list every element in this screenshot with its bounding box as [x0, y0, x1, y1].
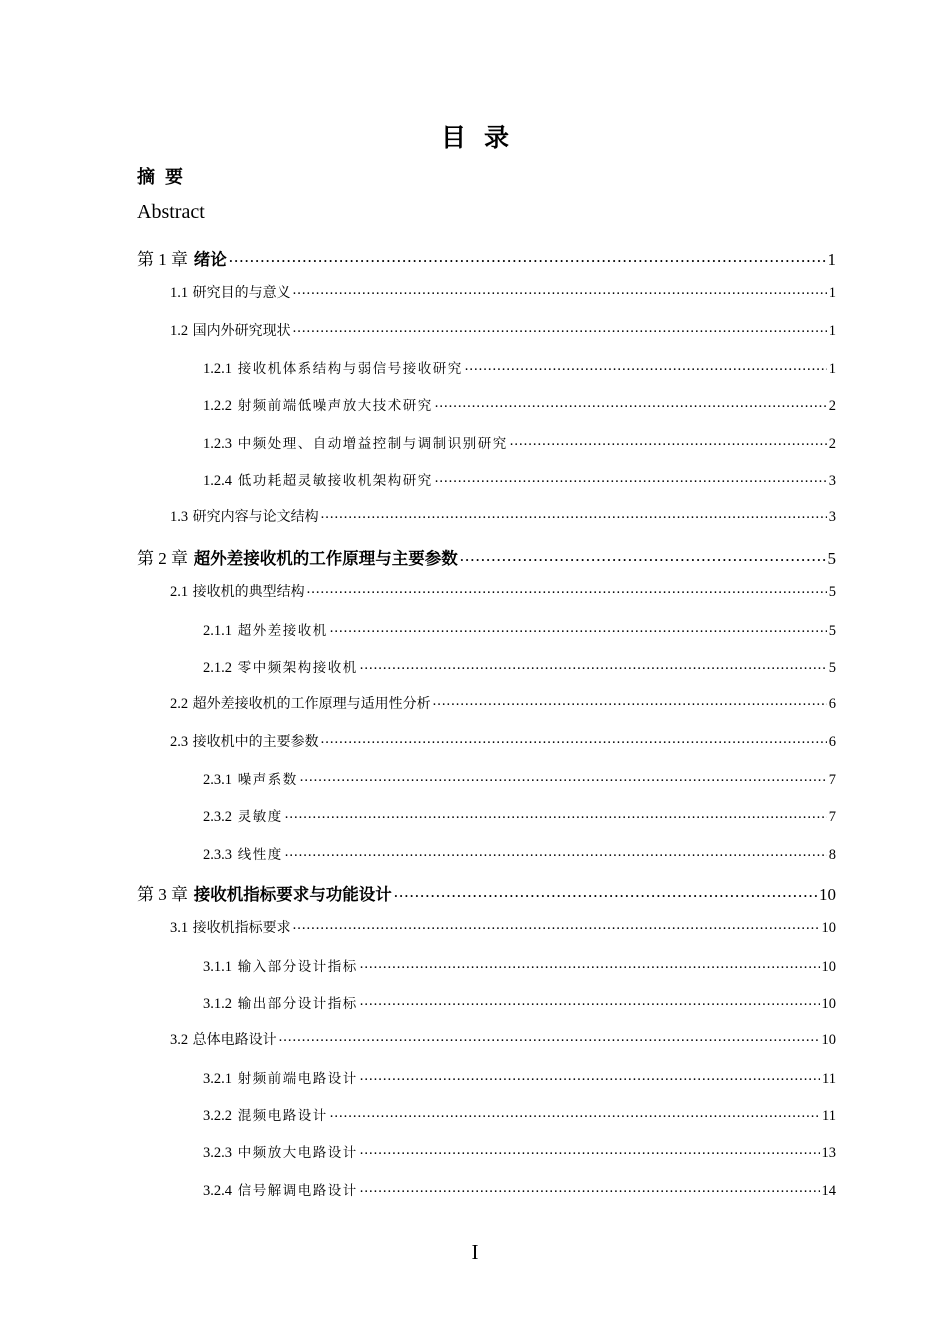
toc-entry[interactable] — [203, 469, 836, 490]
toc-entry-text: 接收机的典型结构 — [192, 584, 305, 601]
toc-entry-number: 2.1.1 — [203, 622, 232, 639]
page-title: 目录 — [440, 123, 527, 152]
toc-entry[interactable] — [203, 805, 836, 826]
toc-entry-label — [203, 805, 283, 826]
toc-entry[interactable] — [170, 917, 836, 937]
toc-entry-label — [203, 432, 508, 453]
toc-entry[interactable] — [203, 1104, 836, 1125]
toc-leader-dots — [307, 582, 827, 597]
toc-entry-label — [170, 731, 319, 751]
toc-entry-page: 1 — [828, 285, 836, 302]
toc-entry-text: 绪论 — [193, 250, 227, 269]
toc-leader-dots — [360, 956, 820, 971]
toc-entry-label — [170, 917, 291, 937]
toc-entry-page: 6 — [828, 696, 836, 713]
toc-entry-number: 3.2.4 — [203, 1182, 232, 1199]
toc-entry[interactable] — [203, 656, 836, 677]
toc-entry-abstract: Abstract — [137, 201, 205, 223]
toc-entry-number: 第 1 章 — [137, 250, 188, 269]
toc-entry[interactable] — [170, 282, 836, 302]
toc-entry-number: 3.2.3 — [203, 1145, 232, 1162]
toc-entry-page: 1 — [828, 322, 836, 339]
toc-entry[interactable] — [203, 619, 836, 640]
toc-entry-page: 3 — [828, 473, 836, 490]
toc-entry-number: 3.1.1 — [203, 958, 232, 975]
toc-entry-text: 接收机体系结构与弱信号接收研究 — [237, 361, 463, 378]
toc-entry-page: 10 — [819, 884, 836, 904]
toc-entry-number: 3.1.2 — [203, 996, 232, 1012]
toc-entry-number: 3.2.1 — [203, 1070, 232, 1087]
toc-entry-number: 2.2 — [170, 696, 189, 713]
toc-entry[interactable] — [203, 1141, 836, 1162]
toc-entry-label — [203, 656, 358, 677]
toc-entry-page: 6 — [828, 733, 836, 750]
toc-leader-dots — [285, 844, 827, 859]
toc-entry-text: 接收机中的主要参数 — [192, 733, 319, 750]
toc-entry-number: 2.3.2 — [203, 809, 232, 826]
toc-leader-dots — [360, 657, 827, 672]
toc-leader-dots — [360, 1180, 820, 1195]
toc-entry-number: 1.2 — [170, 322, 189, 339]
toc-entry-page: 13 — [821, 1145, 836, 1162]
toc-entry-page: 10 — [821, 958, 836, 975]
toc-leader-dots — [279, 1030, 820, 1045]
toc-entry[interactable] — [170, 731, 836, 751]
toc-entry[interactable] — [137, 544, 836, 569]
toc-entry-number: 2.3.1 — [203, 771, 232, 788]
toc-entry-text: 超外差接收机的工作原理与适用性分析 — [192, 696, 431, 713]
toc-entry-text: 射频前端低噪声放大技术研究 — [237, 398, 433, 415]
toc-entry-number: 1.2.3 — [203, 435, 232, 452]
toc-entry-page: 10 — [821, 920, 836, 937]
toc-leader-dots — [360, 1068, 820, 1083]
toc-entry[interactable] — [203, 768, 836, 789]
toc-entry-page: 10 — [821, 1032, 836, 1049]
toc-entry-text: 研究内容与论文结构 — [192, 509, 319, 526]
toc-leader-dots — [465, 359, 827, 374]
toc-entry-text: 混频电路设计 — [237, 1108, 328, 1125]
toc-entry-page: 5 — [828, 622, 836, 639]
page-number: I — [471, 1240, 479, 1264]
toc-entry[interactable] — [203, 992, 836, 1013]
toc-entry[interactable] — [203, 394, 836, 415]
toc-entry[interactable] — [203, 1179, 836, 1200]
toc-entry[interactable] — [170, 581, 836, 601]
toc-leader-dots — [293, 918, 820, 933]
toc-entry-label — [137, 245, 227, 270]
toc-entry[interactable] — [137, 245, 836, 270]
toc-entry-text: 中频放大电路设计 — [237, 1145, 358, 1162]
toc-entry-label — [170, 320, 291, 340]
toc-leader-dots — [360, 1143, 820, 1158]
toc-entry-page: 7 — [828, 809, 836, 826]
toc-entry-text: 输出部分设计指标 — [237, 996, 358, 1012]
toc-entry[interactable] — [203, 843, 836, 864]
toc-entry-page: 11 — [822, 1070, 836, 1087]
toc-entry-text: 国内外研究现状 — [192, 322, 291, 339]
toc-leader-dots — [285, 807, 827, 822]
toc-entry-page: 14 — [821, 1182, 836, 1199]
toc-entry-page: 8 — [828, 846, 836, 863]
toc-entry-label — [203, 992, 358, 1013]
toc-entry-text: 中频处理、自动增益控制与调制识别研究 — [237, 435, 508, 452]
toc-entry-number: 2.3.3 — [203, 846, 232, 863]
toc-entry-label — [203, 843, 283, 864]
toc-entry-number: 1.1 — [170, 285, 189, 302]
toc-entry-label — [203, 1141, 358, 1162]
toc-entry-number: 2.1.2 — [203, 659, 232, 676]
toc-entry-page: 1 — [828, 361, 836, 378]
toc-entry[interactable] — [203, 357, 836, 378]
toc-entry-label — [203, 357, 463, 378]
toc-entry-number: 第 2 章 — [137, 548, 188, 568]
toc-leader-dots — [460, 547, 826, 564]
toc-entry-text: 零中频架构接收机 — [237, 659, 358, 676]
toc-entry[interactable] — [203, 1067, 836, 1088]
toc-leader-dots — [360, 994, 820, 1009]
toc-entry-number: 1.3 — [170, 509, 189, 526]
toc-entry-label — [170, 506, 319, 526]
toc-leader-dots — [330, 1106, 820, 1121]
toc-leader-dots — [330, 620, 827, 635]
toc-entry-text: 低功耗超灵敏接收机架构研究 — [237, 473, 433, 490]
toc-entry-label — [170, 1029, 277, 1049]
toc-entry-page: 1 — [827, 250, 836, 269]
toc-entry-page: 5 — [828, 584, 836, 601]
toc-entry-label — [203, 768, 298, 789]
toc-entry-label — [137, 880, 392, 905]
toc-entry-page: 10 — [821, 996, 836, 1012]
toc-entry-number: 1.2.2 — [203, 398, 232, 415]
toc-leader-dots — [293, 320, 827, 335]
toc-entry[interactable] — [170, 320, 836, 340]
toc-entry-label — [203, 619, 328, 640]
toc-entry-label — [137, 544, 458, 569]
toc-leader-dots — [433, 694, 827, 709]
toc-entry-text: 总体电路设计 — [192, 1032, 277, 1049]
toc-entry-text: 线性度 — [237, 846, 283, 863]
toc-entry[interactable] — [170, 693, 836, 713]
toc-entry-text: 超外差接收机的工作原理与主要参数 — [193, 548, 458, 568]
toc-entry-page: 3 — [828, 509, 836, 526]
toc-entry-number: 3.2.2 — [203, 1108, 232, 1125]
toc-leader-dots — [229, 248, 826, 265]
toc-entry-label — [203, 1067, 358, 1088]
toc-entry-label — [203, 394, 433, 415]
toc-leader-dots — [394, 883, 817, 900]
toc-entry-label — [203, 469, 433, 490]
toc-entry-text: 灵敏度 — [237, 809, 283, 826]
toc-entry-label — [203, 955, 358, 976]
toc-entry[interactable] — [170, 1029, 836, 1049]
toc-leader-dots — [510, 433, 827, 448]
toc-entry-label — [170, 693, 431, 713]
toc-entry[interactable] — [137, 880, 836, 905]
toc-entry-label — [170, 282, 291, 302]
toc-leader-dots — [293, 283, 827, 298]
toc-leader-dots — [435, 471, 827, 486]
toc-entry-text: 噪声系数 — [237, 771, 298, 788]
toc-entry-page: 2 — [828, 435, 836, 452]
toc-entry-number: 第 3 章 — [137, 884, 188, 904]
toc-entry-page: 7 — [828, 771, 836, 788]
toc-entry[interactable] — [203, 432, 836, 453]
toc-entry-text: 研究目的与意义 — [192, 285, 291, 302]
toc-entry-page: 5 — [828, 659, 836, 676]
toc-entry-label — [170, 581, 305, 601]
toc-entry-number: 1.2.4 — [203, 473, 232, 490]
toc-entry-text: 接收机指标要求 — [192, 920, 291, 937]
toc-entry-label — [203, 1179, 358, 1200]
toc-entry[interactable] — [170, 506, 836, 526]
toc-entry-zhaiyao: 摘要 — [137, 167, 193, 188]
toc-entry[interactable] — [203, 955, 836, 976]
toc-leader-dots — [435, 396, 827, 411]
toc-entry-page: 2 — [828, 398, 836, 415]
toc-entry-text: 超外差接收机 — [237, 622, 328, 639]
toc-entry-page: 5 — [827, 548, 836, 568]
toc-entry-number: 1.2.1 — [203, 361, 232, 378]
toc-entry-text: 射频前端电路设计 — [237, 1070, 358, 1087]
toc-entry-number: 3.2 — [170, 1032, 189, 1049]
toc-leader-dots — [321, 731, 827, 746]
toc-entry-label — [203, 1104, 328, 1125]
toc-entry-page: 11 — [822, 1108, 836, 1125]
toc-entry-text: 信号解调电路设计 — [237, 1182, 358, 1199]
toc-entry-text: 输入部分设计指标 — [237, 958, 358, 975]
toc-leader-dots — [300, 769, 827, 784]
toc-entry-number: 2.3 — [170, 733, 189, 750]
toc-entry-number: 3.1 — [170, 920, 189, 937]
toc-entry-number: 2.1 — [170, 584, 189, 601]
toc-leader-dots — [321, 507, 827, 522]
toc-entry-text: 接收机指标要求与功能设计 — [193, 884, 392, 904]
